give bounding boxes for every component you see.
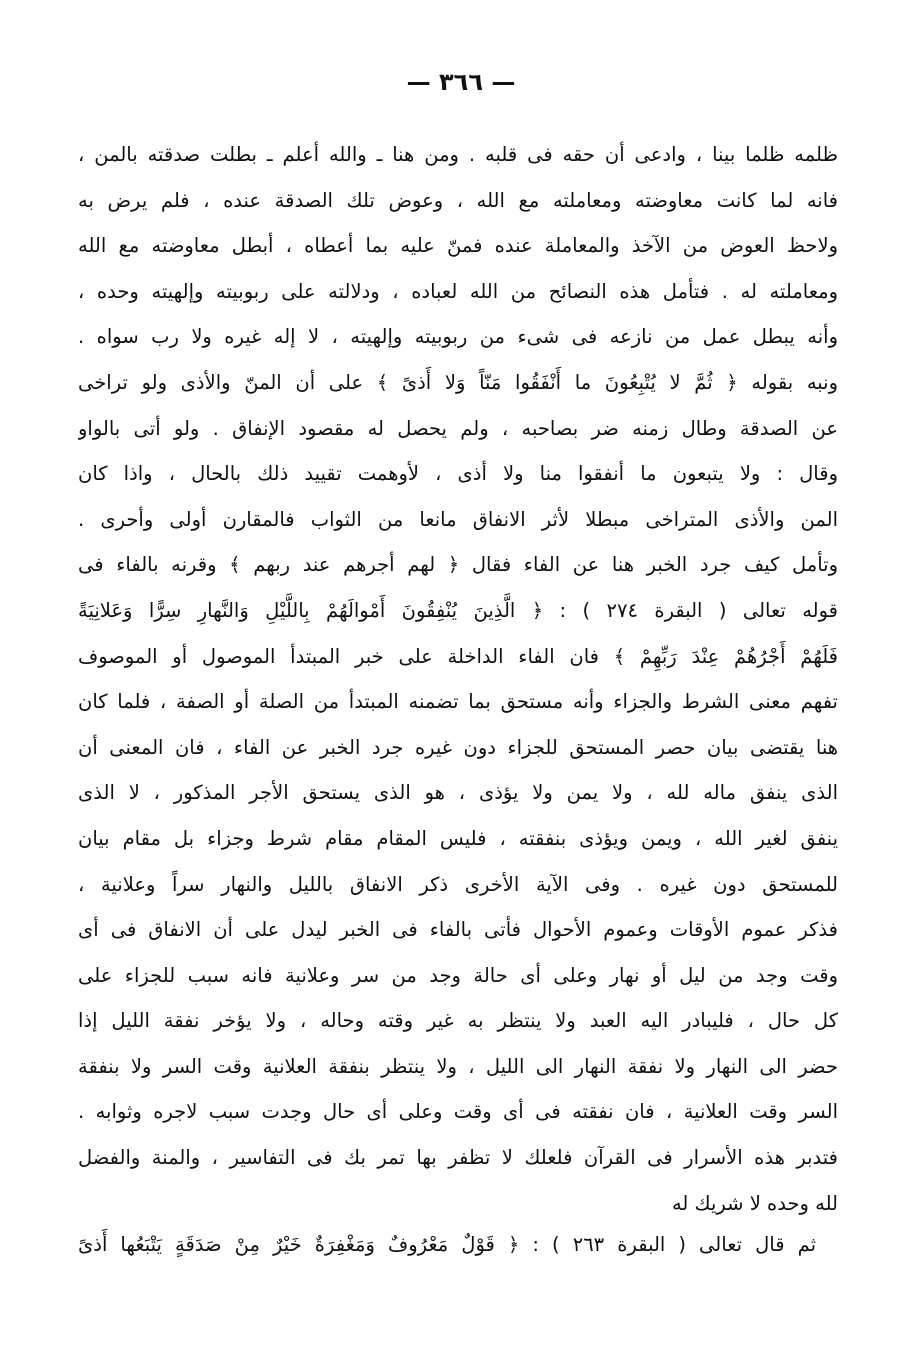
text-line: حضر الى النهار ولا نفقة النهار الى الليل ، ولا ينتظر بنفقة العلانية وقت السر ولا بنفقة (78, 1054, 838, 1078)
text-line: عن الصدقة وطال زمنه ضر بصاحبه ، ولم يحصل له مقصود الإنفاق . ولو أتى بالواو (78, 416, 838, 440)
text-line: فَلَهُمْ أَجْرُهُمْ عِنْدَ رَبِّهِمْ ﴾ فان الفاء الداخلة على خبر المبتدأ الموصول أو الموصوف (78, 644, 838, 668)
text-line: فتدبر هذه الأسرار فى القرآن فلعلك لا تظفر بها تمر بك فى التفاسير ، والمنة والفضل (78, 1146, 838, 1170)
text-line: المن والأذى المتراخى مبطلا لأثر الانفاق مانعا من الثواب فالمقارن أولى وأحرى . (78, 507, 838, 531)
text-line: الذى ينفق ماله لله ، ولا يمن ولا يؤذى ، هو الذى يستحق الأجر المذكور ، لا الذى (78, 781, 838, 805)
text-line: ينفق لغير الله ، ويمن ويؤذى بنفقته ، فليس المقام مقام شرط وجزاء بل مقام بيان (78, 826, 838, 850)
page-number: — ٣٦٦ — (406, 68, 516, 96)
text-line: تفهم معنى الشرط والجزاء وأنه مستحق بما تضمنه المبتدأ من الصلة أو الصفة ، فلما كان (78, 690, 838, 714)
text-line: للمستحق دون غيره . وفى الآية الأخرى ذكر الانفاق بالليل والنهار سراً وعلانية ، (78, 872, 838, 896)
text-line: هنا يقتضى بيان حصر المستحق للجزاء دون غيره جرد الخبر عن الفاء ، فان المعنى أن (78, 735, 838, 759)
text-line: ومعاملته له . فتأمل هذه النصائح من الله لعباده ، ودلالته على ربوبيته وإلهيته وحده ، (78, 279, 838, 303)
text-line: وتأمل كيف جرد الخبر هنا عن الفاء فقال ﴿ لهم أجرهم عند ربهم ﴾ وقرنه بالفاء فى (78, 553, 838, 577)
closing-verse-line: ثم قال تعالى ( البقرة ٢٦٣ ) : ﴿ قَوْلٌ مَعْرُوفٌ وَمَغْفِرَةٌ خَيْرٌ مِنْ صَدَقَةٍ يَتْبَعُها أَذىً (78, 1233, 816, 1256)
text-line: ولاحظ العوض من الآخذ والمعاملة عنده فمنّ عليه بما أعطاه ، أبطل معاوضته مع الله (78, 234, 838, 258)
text-line: فانه لما كانت معاوضته ومعاملته مع الله ، وعوض تلك الصدقة عنده ، فلم يرض به (78, 188, 838, 212)
text-line: وقال : ولا يتبعون ما أنفقوا منا ولا أذى ، لأوهمت تقييد ذلك بالحال ، واذا كان (78, 462, 838, 486)
text-line: وقت وجد من ليل أو نهار وعلى أى حالة وجد من سر وعلانية فانه سبب للجزاء على (78, 963, 838, 987)
main-paragraph (78, 132, 838, 1226)
text-line: قوله تعالى ( البقرة ٢٧٤ ) : ﴿ الَّذِينَ يُنْفِقُونَ أَمْوالَهُمْ بِاللَّيْلِ وَالنَّهارِ سِرًّا وَعَلانِيَةً (78, 598, 838, 622)
text-line: فذكر عموم الأوقات وعموم الأحوال فأتى بالفاء فى الخبر ليدل على أن الانفاق فى أى (78, 918, 838, 942)
text-line: السر وقت العلانية ، فان نفقته فى أى وقت وعلى أى حال وجدت سبب لاجره وثوابه . (78, 1100, 838, 1124)
text-line: لله وحده لا شريك له (671, 1191, 838, 1215)
text-line: كل حال ، فليبادر اليه العبد ولا ينتظر به غير وقته وحاله ، ولا يؤخر نفقة الليل إذا (78, 1009, 838, 1033)
text-line: ونبه بقوله ﴿ ثُمَّ لا يُتْبِعُونَ ما أَنْفَقُوا مَنّاً وَلا أَذىً ﴾ على أن المنّ والأذى ولو تراخى (78, 370, 838, 394)
text-line: وأنه يبطل عمل من نازعه فى شىء من ربوبيته وإلهيته ، لا إله غيره ولا رب سواه . (78, 325, 838, 349)
text-line: ظلمه ظلما بينا ، وادعى أن حقه فى قلبه . ومن هنا ـ والله أعلم ـ بطلت صدقته بالمن ، (78, 143, 838, 166)
